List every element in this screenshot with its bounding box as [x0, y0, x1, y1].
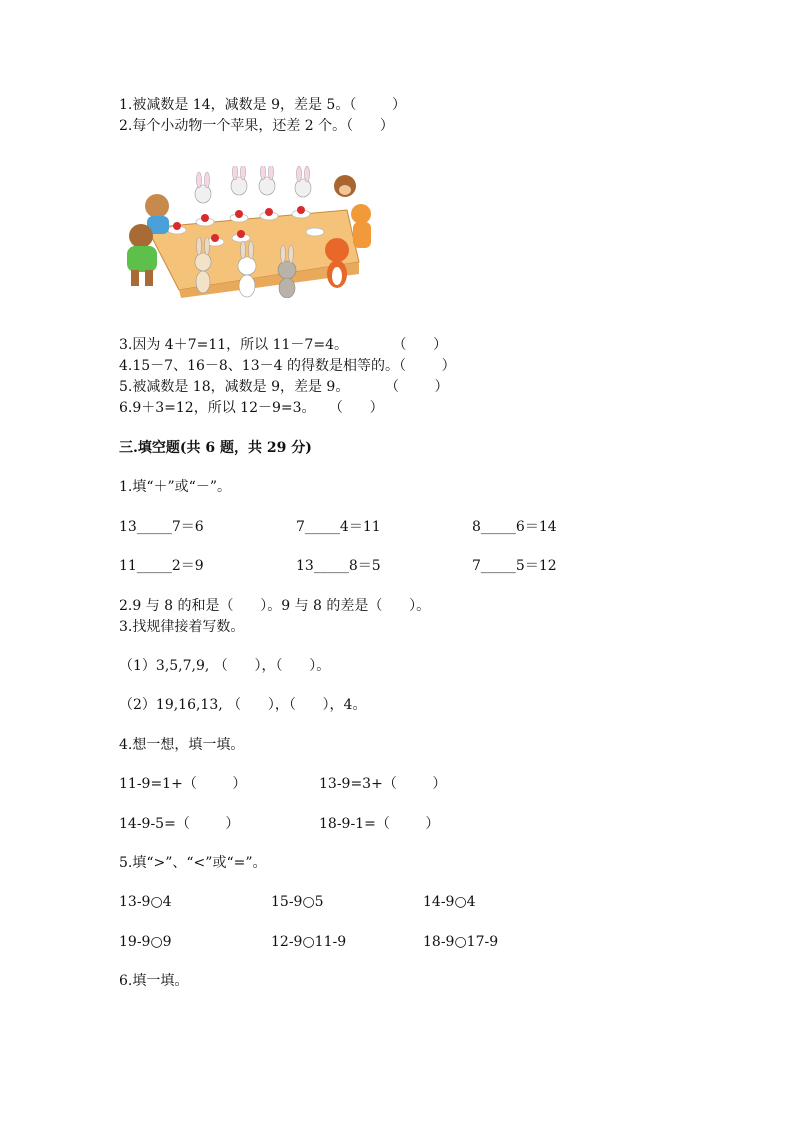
q5-cell: 18-9○17-9 [423, 934, 499, 950]
judge-item-3: 3.因为 4＋7=11，所以 11－7=4。 （ ） [119, 337, 448, 353]
q4-cell: 11-9=1+（ ） [119, 776, 247, 792]
q5-cell: 12-9○11-9 [271, 934, 347, 950]
q1-cell: 13_____8＝5 [296, 558, 381, 574]
q5-cell: 13-9○4 [119, 894, 172, 910]
q3-item-2: （2）19,16,13, （ ），（ ），4。 [119, 697, 367, 713]
q6-title: 6.填一填。 [119, 973, 189, 989]
judge-item-4: 4.15－7、16－8、13－4 的得数是相等的。（ ） [119, 358, 456, 374]
q3-title: 3.找规律接着写数。 [119, 619, 245, 635]
animals-table-illustration [119, 166, 385, 298]
section-heading: 三.填空题(共 6 题，共 29 分) [119, 440, 312, 456]
judge-item-6: 6.9＋3=12，所以 12－9=3。 （ ） [119, 400, 384, 416]
q3-item-1: （1）3,5,7,9, （ ），（ ）。 [119, 658, 331, 674]
q5-cell: 19-9○9 [119, 934, 172, 950]
q2-text: 2.9 与 8 的和是（ ）。9 与 8 的差是（ ）。 [119, 598, 431, 614]
q4-cell: 18-9-1=（ ） [319, 816, 440, 832]
q1-cell: 7_____5＝12 [472, 558, 557, 574]
q1-cell: 13_____7＝6 [119, 519, 204, 535]
q5-cell: 15-9○5 [271, 894, 324, 910]
q1-title: 1.填“＋”或“－”。 [119, 479, 231, 495]
judge-item-1: 1.被减数是 14，减数是 9，差是 5。（ ） [119, 97, 406, 113]
q1-cell: 11_____2＝9 [119, 558, 204, 574]
q4-title: 4.想一想，填一填。 [119, 737, 245, 753]
judge-item-5: 5.被减数是 18，减数是 9，差是 9。 （ ） [119, 379, 449, 395]
q5-cell: 14-9○4 [423, 894, 476, 910]
q4-cell: 14-9-5=（ ） [119, 816, 240, 832]
q5-title: 5.填“>”、“<”或“=”。 [119, 855, 267, 871]
q4-cell: 13-9=3+（ ） [319, 776, 447, 792]
q1-cell: 8_____6＝14 [472, 519, 557, 535]
q1-cell: 7_____4＝11 [296, 519, 381, 535]
judge-item-2: 2.每个小动物一个苹果，还差 2 个。（ ） [119, 118, 394, 134]
